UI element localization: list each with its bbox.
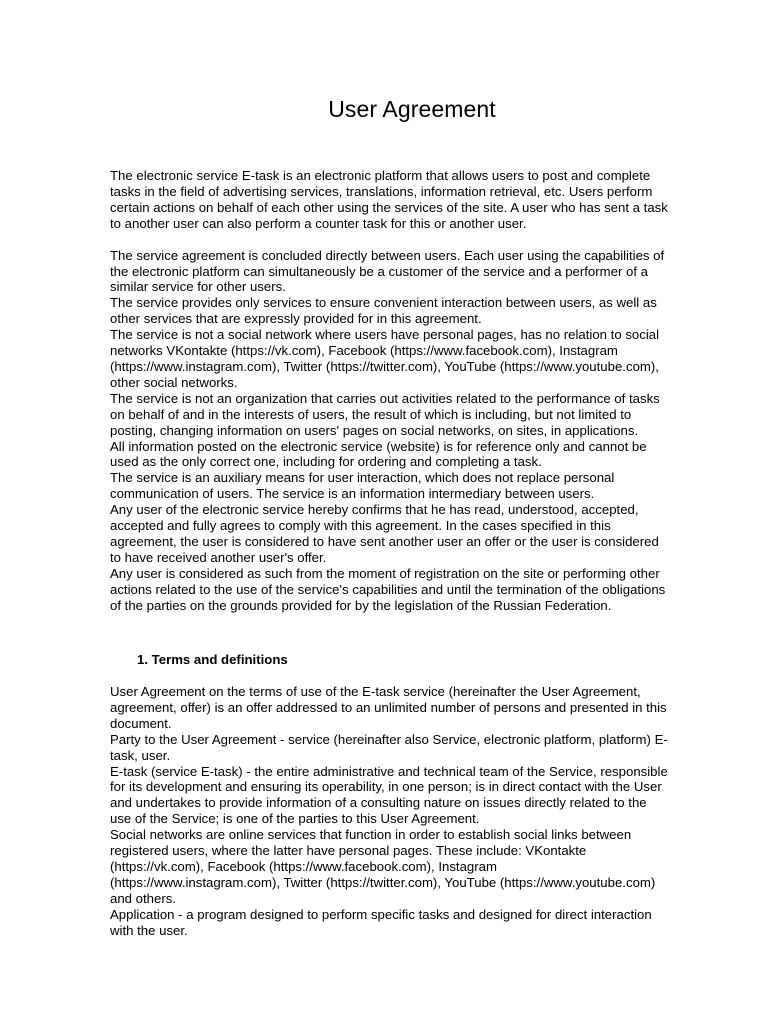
text-line: agreement, the user is considered to have sent another user an offer or the user is considered — [110, 533, 659, 549]
text-line: to another user can also perform a counter task for this or another user. — [110, 215, 527, 231]
text-line: networks VKontakte (https://vk.com), Facebook (https://www.facebook.com), Instagram — [110, 343, 618, 359]
text-line: (https://www.instagram.com), Twitter (https://twitter.com), YouTube (https://www.youtube.com) — [110, 874, 656, 890]
body-paragraphs — [110, 248, 720, 614]
text-line: The electronic service E-task is an electronic platform that allows users to post and complete — [110, 168, 651, 183]
text-line: and undertakes to provide information of a consulting nature on issues directly related to the — [110, 795, 647, 811]
text-line: Party to the User Agreement - service (hereinafter also Service, electronic platform, platform) E- — [110, 731, 668, 747]
text-line: document. — [110, 715, 172, 731]
text-line: tasks in the field of advertising services, translations, information retrieval, etc. Users perform — [110, 183, 653, 199]
text-line: E-task (service E-task) - the entire administrative and technical team of the Service, responsible — [110, 763, 668, 779]
text-line: for its development and ensuring its operability, in one person; is in direct contact with the User — [110, 779, 662, 795]
text-line: The service is not an organization that carries out activities related to the performance of tasks — [110, 390, 660, 406]
document-title: User Agreement — [328, 96, 496, 122]
text-line: Any user is considered as such from the moment of registration on the site or performing other — [110, 565, 660, 581]
text-line: The service is not a social network where users have personal pages, has no relation to social — [110, 327, 660, 343]
paragraph-gap — [110, 232, 720, 248]
text-line: on behalf of and in the interests of users, the result of which is including, but not limited to — [110, 406, 632, 422]
text-line: certain actions on behalf of each other using the services of the site. A user who has sent a task — [110, 199, 668, 215]
text-line: accepted and fully agrees to comply with this agreement. In the cases specified in this — [110, 518, 611, 534]
text-line: All information posted on the electronic service (website) is for reference only and cannot be — [110, 438, 647, 454]
text-line: The service is an auxiliary means for user interaction, which does not replace personal — [110, 470, 615, 486]
text-line: communication of users. The service is an information intermediary between users. — [110, 486, 595, 502]
text-line: the electronic platform can simultaneously be a customer of the service and a performer of a — [110, 263, 649, 279]
text-line: similar service for other users. — [110, 279, 286, 295]
text-line: The service agreement is concluded directly between users. Each user using the capabilities of — [110, 247, 665, 263]
text-line: Application - a program designed to perform specific tasks and designed for direct interaction — [110, 906, 652, 922]
intro-paragraph — [110, 168, 720, 232]
text-line: User Agreement on the terms of use of the E-task service (hereinafter the User Agreement, — [110, 684, 641, 699]
text-line: Social networks are online services that function in order to establish social links between — [110, 827, 632, 843]
text-line: other social networks. — [110, 374, 238, 390]
text-line: use of the Service; is one of the parties to this User Agreement. — [110, 811, 480, 827]
section-terms-body — [110, 684, 720, 939]
text-line: task, user. — [110, 747, 171, 763]
text-line: to have received another user's offer. — [110, 549, 327, 565]
text-line: registered users, where the latter have personal pages. These include: VKontakte — [110, 843, 587, 859]
text-line: Any user of the electronic service hereby confirms that he has read, understood, accepted, — [110, 502, 639, 518]
text-line: with the user. — [110, 922, 188, 938]
text-line: actions related to the use of the service's capabilities and until the termination of the obligations — [110, 581, 666, 597]
text-line: posting, changing information on users' pages on social networks, on sites, in applications. — [110, 422, 639, 438]
text-line: agreement, offer) is an offer addressed to an unlimited number of persons and presented in this — [110, 699, 667, 715]
text-line: (https://vk.com), Facebook (https://www.facebook.com), Instagram — [110, 858, 497, 874]
text-line: (https://www.instagram.com), Twitter (https://twitter.com), YouTube (https://www.youtube.com), — [110, 358, 659, 374]
section-heading-terms: 1. Terms and definitions — [137, 652, 288, 667]
text-line: of the parties on the grounds provided for by the legislation of the Russian Federation. — [110, 597, 612, 613]
text-line: other services that are expressly provided for in this agreement. — [110, 311, 482, 327]
text-line: used as the only correct one, including for ordering and completing a task. — [110, 454, 542, 470]
text-line: and others. — [110, 890, 176, 906]
intro-and-body — [110, 168, 720, 613]
text-line: The service provides only services to ensure convenient interaction between users, as well as — [110, 295, 657, 311]
